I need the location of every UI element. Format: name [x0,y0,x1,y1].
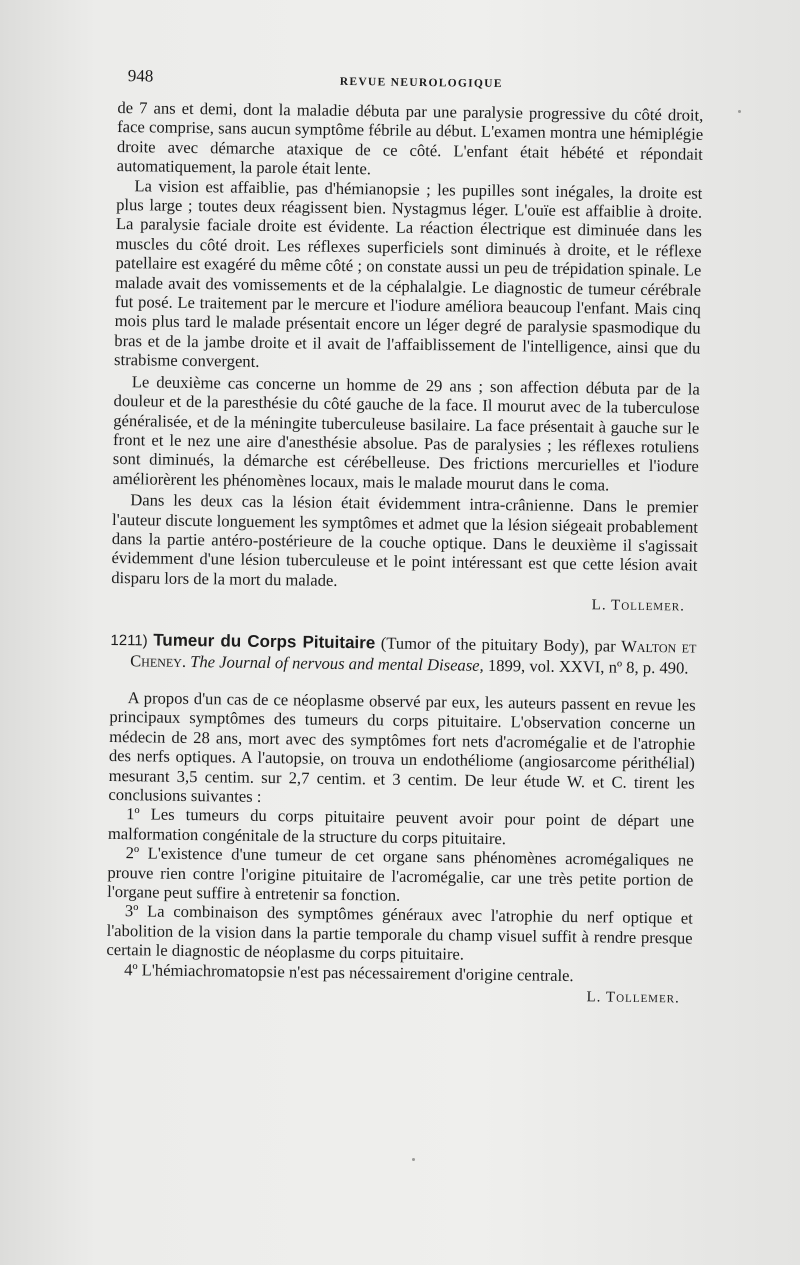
case-paragraph: La vision est affaiblie, pas d'hémianopsie ; les pupilles sont inégales, la droite est plus large ; toutes deux réagissent bien. Nystagmus léger. L'ouïe est affaiblie à droite. La paralysie faciale droite est évidente. La réaction électrique est diminuée dans les muscles du côté droit. Les réflexes superficiels sont diminués à droite, et le réflexe patellaire est exagéré du même côté ; on constate aussi un peu de trépidation spinale. Le malade avait des vomissements et de la céphalalgie. Le diagnostic de tumeur cérébrale fut posé. Le traitement par le mercure et l'iodure améliora beaucoup l'enfant. Mais cinq mois plus tard le malade présentait encore un léger degré de paralysie spasmodique du bras et de la jambe droite et il avait de l'affaiblissement de l'intelligence, ainsi que du strabisme convergent. [114,175,703,372]
entry-title: Tumeur du Corps Pituitaire [153,630,376,653]
page-number: 948 [127,66,154,86]
scan-speck [412,1158,415,1161]
conclusion-item: 3º La combinaison des symptômes généraux avec l'atrophie du nerf optique et l'abolition de la vision dans la partie temporale du champ visuel suffit à rendre presque certain le diagnostic de néoplasme du corps pituitaire. [106,901,693,964]
journal-title: REVUE NEUROLOGIQUE [339,75,503,91]
entry-journal: The Journal of nervous and mental Disease, [185,651,484,675]
case-report-section [111,98,704,617]
case-paragraph-continuation: de 7 ans et demi, dont la maladie débuta par une paralysie progressive du côté droit, face comprise, sans aucun symptôme fébrile au début. L'examen montra une hémiplégie droite avec démarche ataxique de ce côté. L'enfant était hébété et répondait automatiquement, la parole était lente. [116,97,704,179]
entry-authors: Walton et Cheney. [130,636,697,671]
entry-number: 1211) [110,632,148,650]
signature: L. Tollemer. [591,597,686,615]
scan-speck [738,110,741,113]
case-paragraph: Le deuxième cas concerne un homme de 29 ans ; son affection débuta par de la douleur et de la paresthésie du côté gauche de la face. Il mourut avec de la tuberculose généralisée, et de la méningite tuberculeuse basilaire. La face présentait à gauche sur le front et le nez une aire d'anesthésie absolue. Pas de paralysies ; les réflexes rotuliens sont diminués, la démarche est cérébelleuse. Des frictions mercurielles et l'iodure améliorèrent les phénomènes locaux, mais le malade mourut dans le coma. [112,371,700,495]
conclusion-item: 2º L'existence d'une tumeur de cet organe sans phénomènes acromégaliques ne prouve rien contre l'origine pituitaire de l'acromégalie, car une très petite portion de l'organe peut suffire à entretenir sa fonction. [107,843,694,905]
signature: L. Tollemer. [586,989,680,1007]
conclusion-item: 4º L'hémiachromatopsie n'est pas nécessairement d'origine centrale. [124,959,574,985]
bibliographic-entry [110,630,696,677]
conclusion-item: 1º Les tumeurs du corps pituitaire peuvent avoir pour point de départ une malformation congénitale de la structure du corps pituitaire. [107,804,695,848]
abstract-paragraph: A propos d'un cas de ce néoplasme observé par eux, les auteurs passent en revue les principaux symptômes des tumeurs du corps pituitaire. L'observation concerne un médecin de 28 ans, mort avec des symptômes fort nets d'acromégalie et de l'atrophie des nerfs optiques. A l'autopsie, on trouva un endothéliome (angiosarcome périthélial) mesurant 3,5 centim. sur 2,7 centim. et 3 centim. De leur étude W. et C. tirent les conclusions suivantes : [108,688,696,806]
abstract-section [106,688,696,1009]
case-paragraph: Dans les deux cas la lésion était évidemment intra-crânienne. Dans le premier l'auteur discute longuement les symptômes et admet que la lésion siégeait probablement dans la partie antéro-postérieure de la couche optique. Dans le deuxième il s'agissait évidemment d'une lésion tuberculeuse et le point intéressant est que cette lésion avait disparu lors de la mort du malade. [111,490,699,590]
page-content [106,64,704,1009]
entry-citation: 1899, vol. XXVI, nº 8, p. 490. [483,655,689,678]
entry-english-title: (Tumor of the pituitary Body), par [375,633,622,656]
